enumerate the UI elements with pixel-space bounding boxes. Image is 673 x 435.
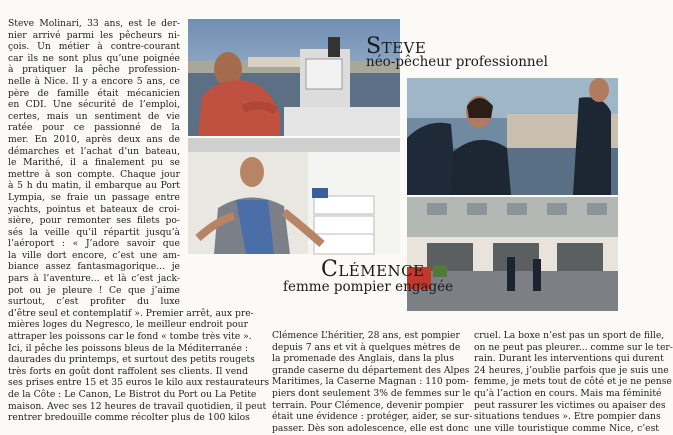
- text-line: nelle à Nice. Il y a encore 5 ans, ce: [8, 75, 180, 87]
- text-line: attraper les poissons car le fond « tombe très vite ».: [8, 331, 252, 343]
- article-column-clemence-cont: [474, 330, 673, 434]
- text-line: grande caserne du département des Alpes: [272, 364, 470, 376]
- text-line: en CDI. Une sécurité de l’emploi,: [8, 99, 180, 111]
- text-line: cruel. La boxe n’est pas un sport de fille,: [474, 330, 665, 341]
- text-line: ratée pour ce passionné de la: [8, 122, 180, 134]
- text-line: très forts en goût dont raffolent ses clients. Il vend: [8, 365, 248, 377]
- text-line: çois. Un métier à contre-courant: [8, 41, 180, 53]
- text-line: pars à l’aventure... et là c’est jack-: [8, 273, 180, 285]
- text-line: à 5 h du matin, il embarque au Port: [8, 180, 180, 192]
- text-line: Ici, il pêche les poissons bleus de la Méditerranée :: [8, 342, 248, 354]
- text-line: piers dont seulement 3% de femmes sur le: [272, 387, 471, 399]
- text-line: rain. Durant les interventions qui durent: [474, 353, 664, 365]
- text-line: biance assez fantasmagorique... je: [8, 261, 180, 273]
- text-line: yachts, pointus et bateaux de croi-: [8, 203, 180, 215]
- photo-clemence-firefighters-image: [407, 78, 618, 195]
- text-line: mer. En 2010, après deux ans de: [8, 133, 180, 145]
- text-line: mières loges du Negresco, le meilleur endroit pour: [8, 319, 248, 331]
- text-line: une ville touristique comme Nice, c’est: [474, 422, 659, 434]
- text-line: sière, pour remonter ses filets po-: [8, 215, 180, 227]
- text-line: qu’à l’action en cours. Mais ma féminité: [474, 387, 662, 399]
- text-line: Lympia, se fraie un passage entre: [8, 191, 180, 203]
- text-line: maison. Avec ses 12 heures de travail quotidien, il peut: [8, 400, 267, 412]
- text-line: rentrer bredouille comme récolter plus de 100 kilos: [8, 412, 250, 424]
- text-line: Steve Molinari, 33 ans, est le der-: [8, 18, 180, 29]
- article-column-clemence: [272, 330, 473, 434]
- text-line: sés la veille qu’il répartit jusqu’à: [8, 226, 180, 238]
- text-line: la ville dort encore, c’est une am-: [8, 249, 180, 261]
- caption-clemence-subtitle: femme pompier engagée: [283, 279, 454, 295]
- photo-steve-van: [188, 138, 400, 254]
- text-line: Clémence L’héritier, 28 ans, est pompier: [272, 330, 460, 341]
- text-line: ses prises entre 15 et 35 euros le kilo aux restaurateurs: [8, 377, 270, 389]
- text-line: surtout, c’est profiter du luxe: [8, 296, 180, 308]
- text-line: à pratiquer la pêche profession-: [8, 64, 180, 76]
- text-line: peut rassurer les victimes ou apaiser des: [474, 399, 666, 411]
- text-line: passer. Dès son adolescence, elle est donc: [272, 422, 469, 434]
- text-line: depuis 7 ans et vit à quelques mètres de: [272, 341, 461, 353]
- caption-clemence-name: Clémence: [321, 257, 425, 282]
- caption-steve-name: Steve: [366, 34, 427, 59]
- text-line: d’être seul et contemplatif ». Premier arrêt, aux pre-: [8, 307, 254, 319]
- text-line: pot ou je pleure ! Ce que j’aime: [8, 284, 180, 296]
- text-line: on ne peut pas pleurer... comme sur le ter-: [474, 341, 673, 353]
- text-line: mettre à son compte. Chaque jour: [8, 168, 180, 180]
- text-line: l’aéroport : « J’adore savoir que: [8, 238, 180, 250]
- text-line: daurades du printemps, et surtout des petits rougets: [8, 354, 255, 366]
- text-line: nier arrivé parmi les pêcheurs ni-: [8, 29, 180, 41]
- text-line: démarches et l’achat d’un bateau,: [8, 145, 180, 157]
- text-line: la promenade des Anglais, dans la plus: [272, 353, 454, 365]
- text-line: le Marithé, il a finalement pu se: [8, 157, 180, 169]
- text-line: certes, mais un sentiment de vie: [8, 110, 180, 122]
- text-line: car ils ne sont plus qu’une poignée: [8, 52, 180, 64]
- text-line: de la Côte : Le Canon, Le Bistrot du Port ou La Petite: [8, 389, 257, 400]
- text-line: 24 heures, j’oublie parfois que je suis une: [474, 364, 669, 376]
- text-line: situations tendues ». Etre pompier dans: [474, 411, 661, 423]
- text-line: était une évidence : protéger, aider, se sur-: [272, 411, 473, 423]
- text-line: Maritimes, la Caserne Magnan : 110 pom-: [272, 376, 469, 388]
- photo-steve-van-image: [188, 138, 400, 254]
- text-line: père de famille était mécanicien: [8, 87, 180, 99]
- text-line: terrain. Pour Clémence, devenir pompier: [272, 399, 464, 411]
- photo-clemence-firefighters: [407, 78, 618, 195]
- caption-steve-subtitle: néo-pêcheur professionnel: [366, 54, 548, 70]
- text-line: femme, je mets tout de côté et je ne pense: [474, 376, 672, 388]
